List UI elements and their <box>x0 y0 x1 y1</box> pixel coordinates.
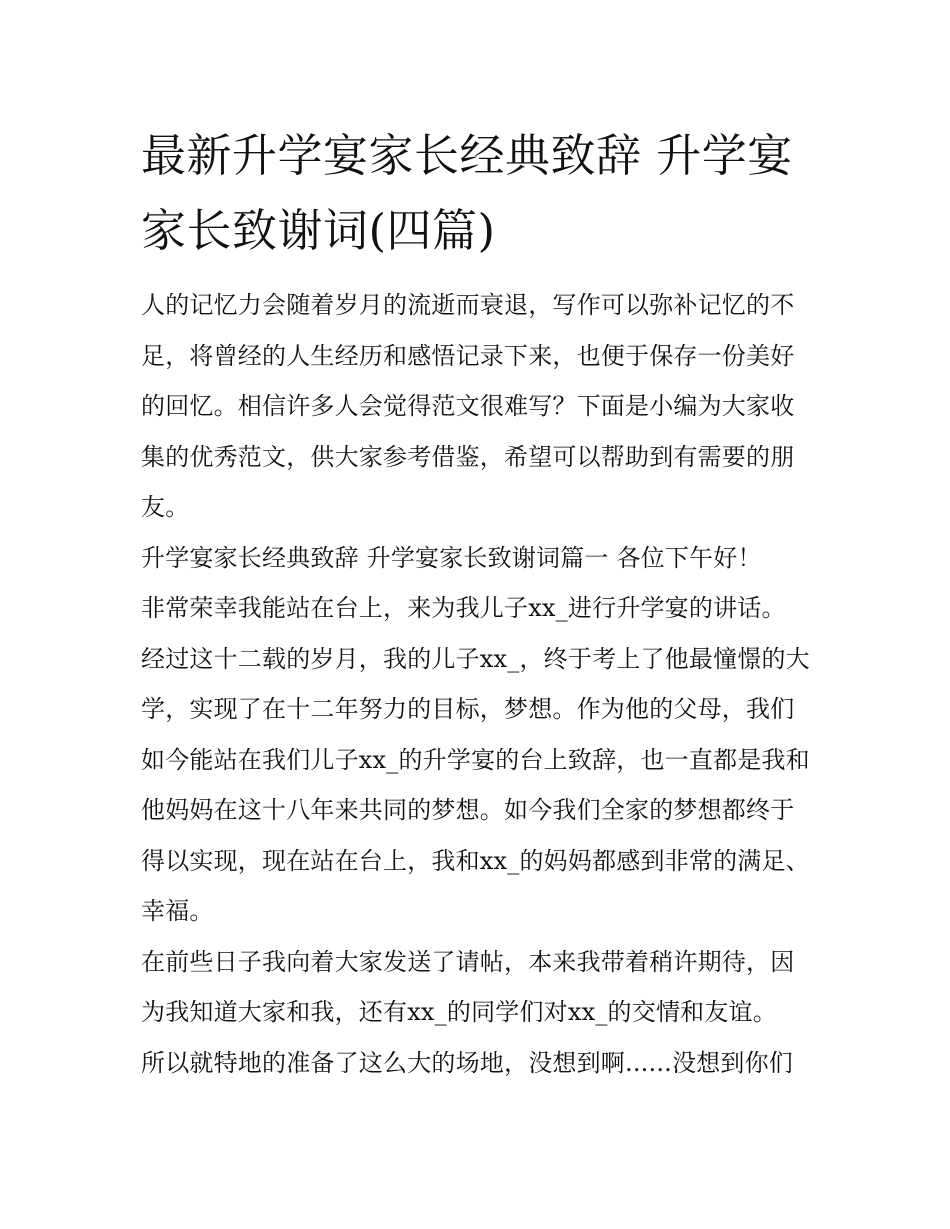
document-body <box>141 118 813 1088</box>
body-paragraph: 非常荣幸我能站在台上，来为我儿子xx_进行升学宴的讲话。 <box>141 594 786 622</box>
document-title: 最新升学宴家长经典致辞 升学宴家长致谢词(四篇) <box>141 129 793 257</box>
body-paragraph: 所以就特地的准备了这么大的场地，没想到啊......没想到你们 <box>141 1048 793 1077</box>
body-paragraph: 经过这十二载的岁月，我的儿子xx_，终于考上了他最憧憬的大学，实现了在十二年努力的目标，梦想。作为他的父母，我们如今能站在我们儿子xx_的升学宴的台上致辞，也一直都是我和他妈妈在这十八年来共同的梦想。如今我们全家的梦想都终于得以实现，现在站在台上，我和xx_的妈妈都感到非常的满足、幸福。 <box>141 644 810 925</box>
body-paragraph: 在前些日子我向着大家发送了请帖，本来我带着稍许期待，因为我知道大家和我，还有xx_的同学们对xx_的交情和友谊。 <box>141 947 795 1026</box>
intro-paragraph: 人的记忆力会随着岁月的流逝而衰退，写作可以弥补记忆的不足，将曾经的人生经历和感悟记录下来，也便于保存一份美好的回忆。相信许多人会觉得范文很难写？下面是小编为大家收集的优秀范文，供大家参考借鉴，希望可以帮助到有需要的朋友。 <box>141 291 795 521</box>
speech-heading-line: 升学宴家长经典致辞 升学宴家长致谢词篇一 各位下午好！ <box>141 543 762 572</box>
